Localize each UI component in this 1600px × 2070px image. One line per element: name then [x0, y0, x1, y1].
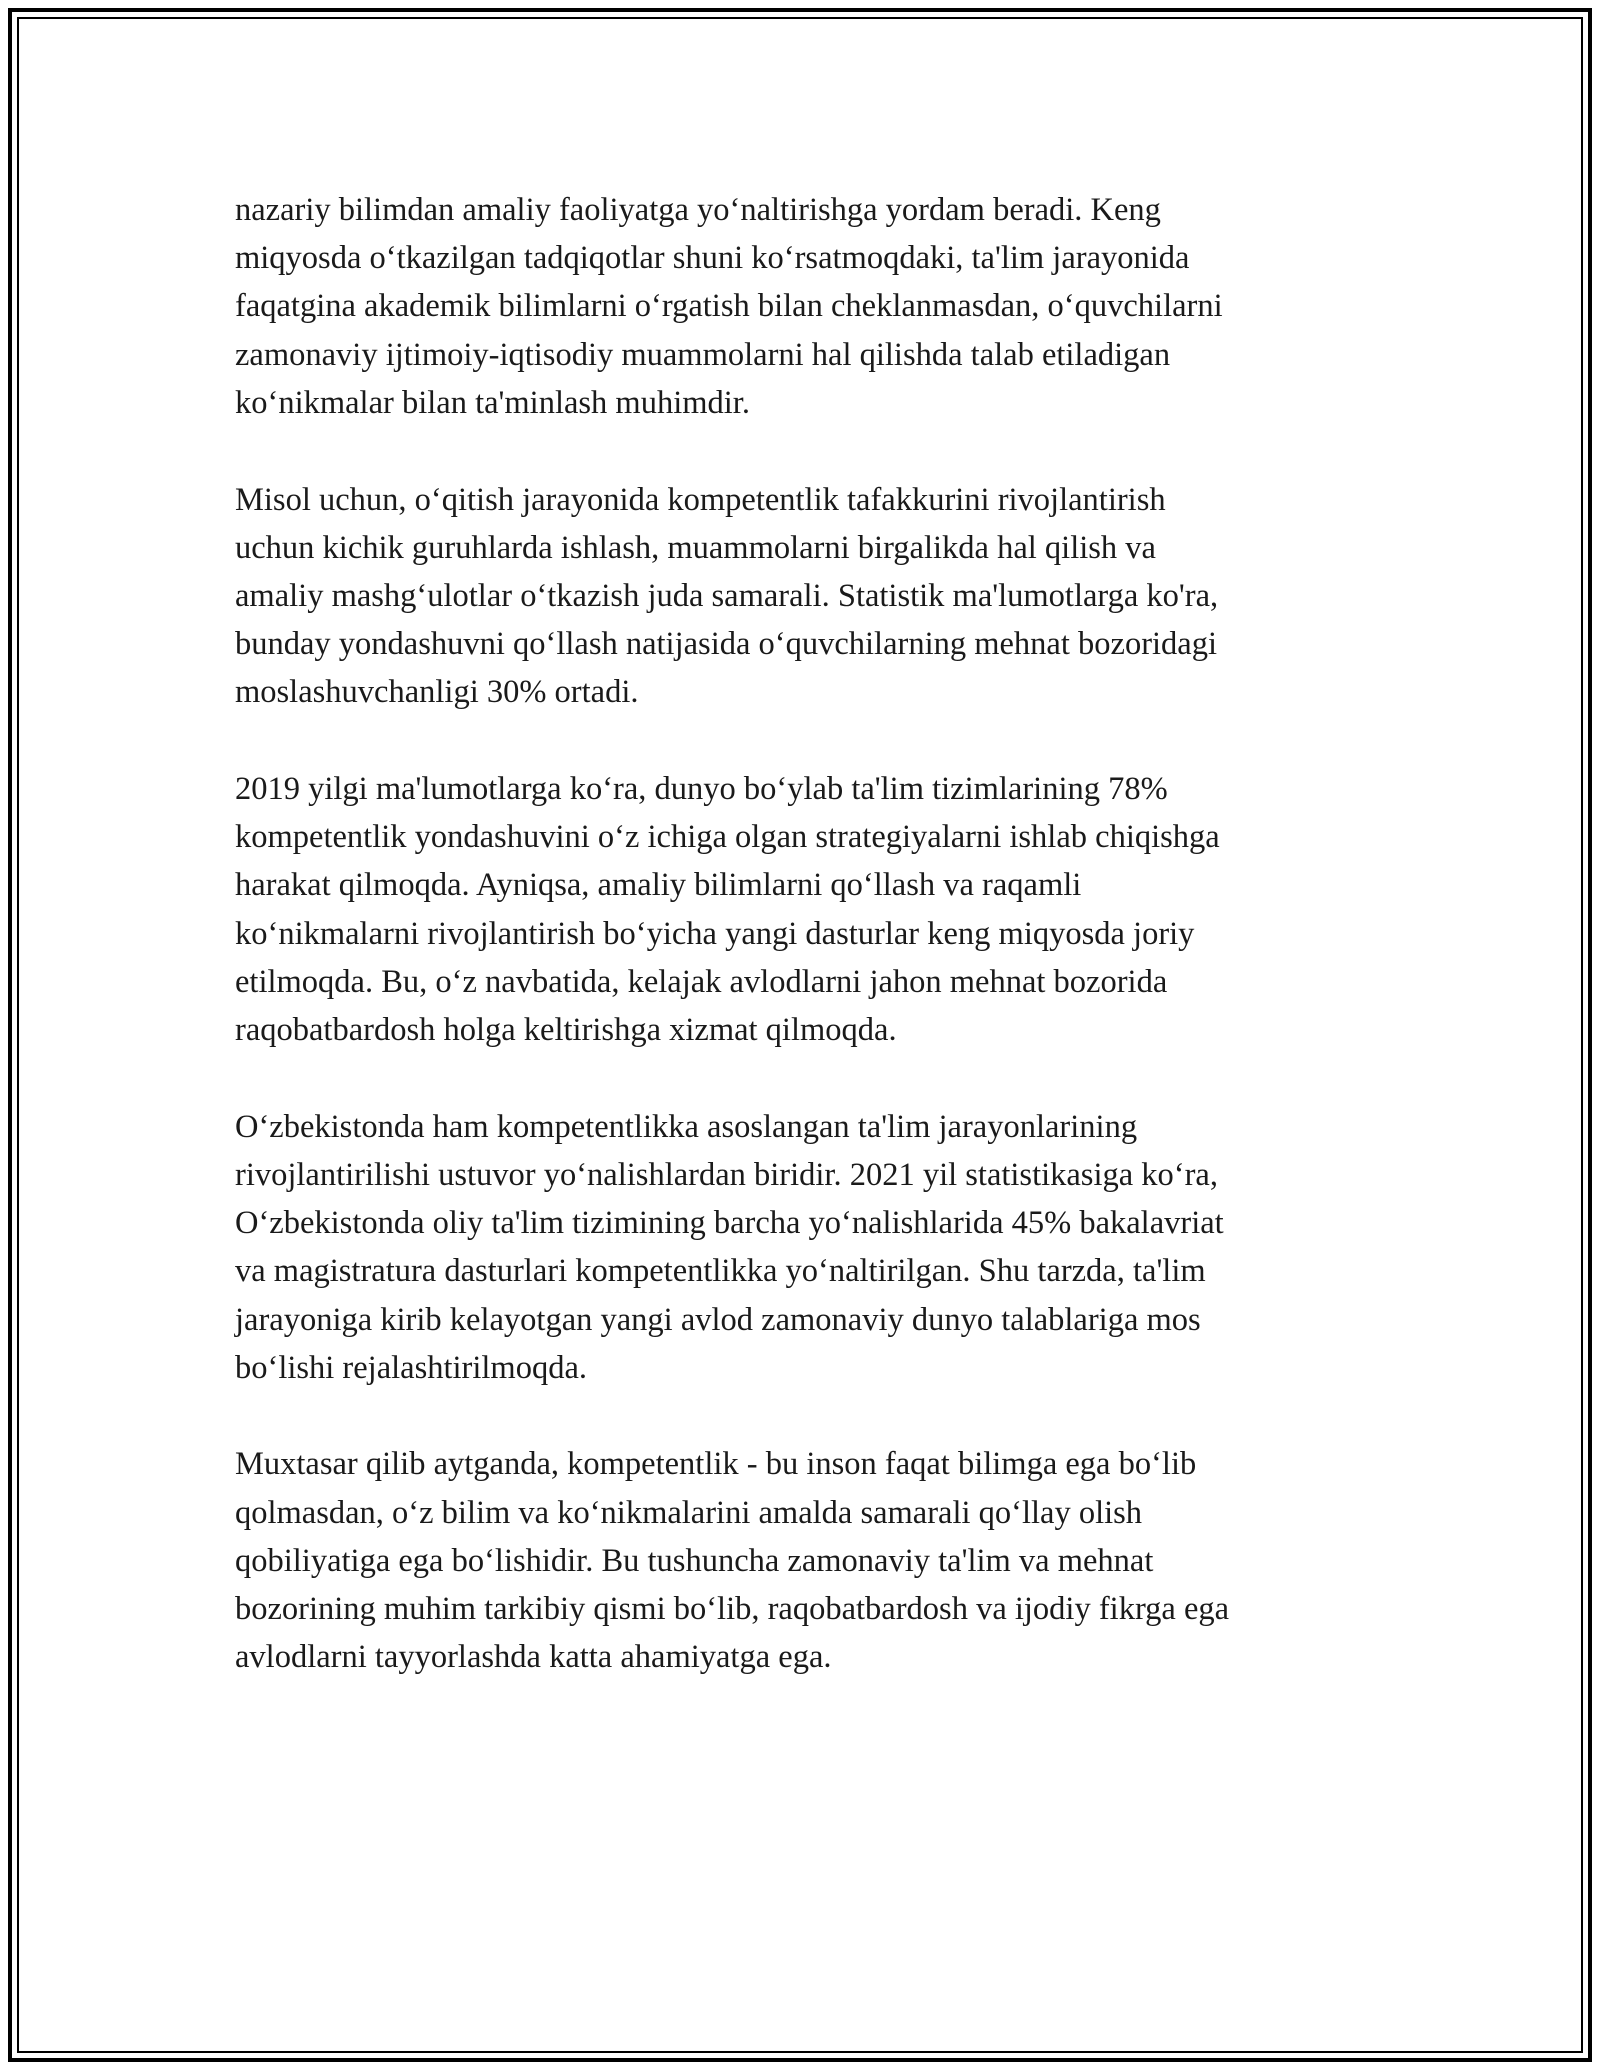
- paragraph-2019-statistics: 2019 yilgi ma'lumotlarga ko‘ra, dunyo bo‘ylab ta'lim tizimlarining 78% kompetentlik yondashuvini o‘z ichiga olgan strategiyalarni ishlab chiqishga harakat qilmoqda. Ayniqsa, amaliy bilimlarni qo‘llash va raqamli ko‘nikmalarni rivojlantirish bo‘yicha yangi dasturlar keng miqyosda joriy etilmoqda. Bu, o‘z navbatida, kelajak avlodlarni jahon mehnat bozorida raqobatbardosh holga keltirishga xizmat qilmoqda.: [235, 771, 1220, 1049]
- paragraph-conclusion: Muxtasar qilib aytganda, kompetentlik - bu inson faqat bilimga ega bo‘lib qolmasdan, o‘z bilim va ko‘nikmalarini amalda samarali qo‘llay olish qobiliyatiga ega bo‘lishidir. Bu tushuncha zamonaviy ta'lim va mehnat bozorining muhim tarkibiy qismi bo‘lib, raqobatbardosh va ijodiy fikrga ega avlodlarni tayyorlashda katta ahamiyatga ega.: [235, 1446, 1230, 1676]
- paragraph-uzbekistan-2021: O‘zbekistonda ham kompetentlikka asoslangan ta'lim jarayonlarining rivojlantirilishi ustuvor yo‘nalishlardan biridir. 2021 yil statistikasiga ko‘ra, O‘zbekistonda oliy ta'lim tizimining barcha yo‘nalishlarida 45% bakalavriat va magistratura dasturlari kompetentlikka yo‘naltirilgan. Shu tarzda, ta'lim jarayoniga kirib kelayotgan yangi avlod zamonaviy dunyo talablariga mos bo‘lishi rejalashtirilmoqda.: [235, 1108, 1224, 1386]
- paragraph-theory-to-practice: nazariy bilimdan amaliy faoliyatga yo‘naltirishga yordam beradi. Keng miqyosda o‘tkazilgan tadqiqotlar shuni ko‘rsatmoqdaki, ta'lim jarayonida faqatgina akademik bilimlarni o‘rgatish bilan cheklanmasdan, o‘quvchilarni zamonaviy ijtimoiy-iqtisodiy muammolarni hal qilishda talab etiladigan ko‘nikmalar bilan ta'minlash muhimdir.: [235, 192, 1223, 421]
- paragraph-example-group-work: Misol uchun, o‘qitish jarayonida kompetentlik tafakkurini rivojlantirish uchun kichik guruhlarda ishlash, muammolarni birgalikda hal qilish va amaliy mashg‘ulotlar o‘tkazish juda samarali. Statistik ma'lumotlarga ko'ra, bunday yondashuvni qo‘llash natijasida o‘quvchilarning mehnat bozoridagi moslashuvchanligi 30% ortadi.: [235, 481, 1219, 711]
- document-body: [235, 186, 1375, 1730]
